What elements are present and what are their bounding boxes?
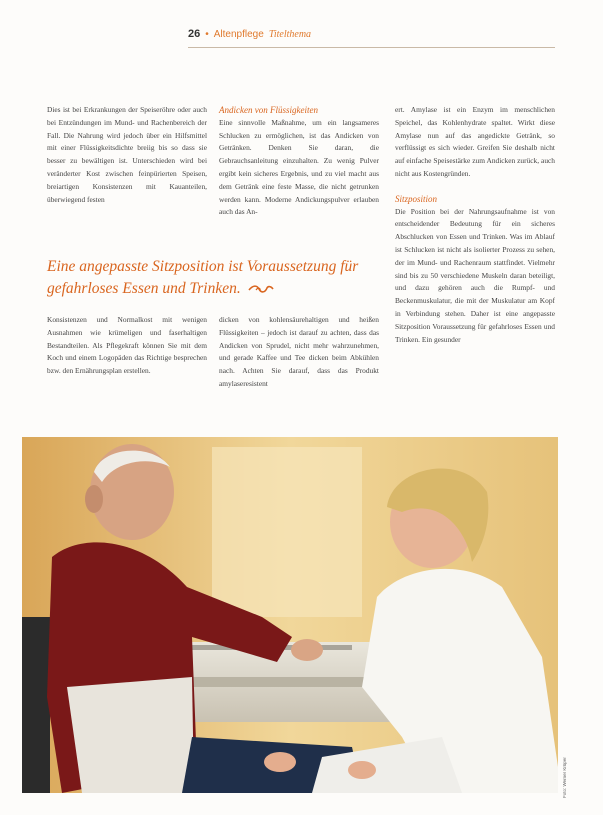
column-1-lower-text: Konsistenzen und Normalkost mit wenigen Ausnahmen wie krümeligen und faserhaltigen Bestandteilen. Als Pflegekraft können Sie mit dem Koch und einem Logopäden das Richtige besprechen bzw. den Ernährungsplan erstellen. bbox=[47, 315, 207, 376]
article-column-2-lower bbox=[219, 314, 379, 391]
section-topic: Titelthema bbox=[268, 29, 312, 40]
column-3-text: Die Position bei der Nahrungsaufnahme ist von entscheidender Bedeutung für ein sicheres Abschlucken von Essen und Trinken. Was im Ablauf ist Schlucken ist nicht als isolierter Prozess zu sehen, der im Mund- und Rachenraum stattfindet. Vielmehr sind bis zu 50 verschiedene Muskeln daran beteiligt, und dazu gehören auch die Rumpf- und Beckenmuskulatur, die mit der Muskulatur am Kopf in Verbindung stehen. Daher ist eine angepasste Sitzposition Voraussetzung für gefahrloses Essen und Trinken. Ein gesunder bbox=[395, 206, 555, 344]
header-rule bbox=[188, 47, 555, 48]
pull-quote-text: Eine angepasste Sitzposition ist Voraussetzung für gefahrloses Essen und Trinken. bbox=[47, 258, 359, 297]
pull-quote bbox=[47, 256, 377, 300]
page-header bbox=[188, 28, 311, 44]
column-3-top-text: ert. Amylase ist ein Enzym im menschlichen Speichel, das Kohlenhydrate spaltet. Wirkt diese Amylase nun auf das angedickte Getränk, so verflüssigt es sich wieder. Greifen Sie deshalb nicht auf einfache Speisestärke zum Andicken zurück, auch nicht aus Kostengründen. bbox=[395, 105, 555, 178]
page-number: 26 bbox=[188, 28, 201, 40]
subheading-sitting-position: Sitzposition bbox=[395, 193, 438, 204]
article-column-3 bbox=[395, 104, 555, 346]
photo-caregiver-with-elderly-man bbox=[22, 437, 558, 793]
subheading-thickening: Andicken von Flüssigkeiten bbox=[219, 105, 318, 115]
header-bullet: • bbox=[205, 29, 209, 40]
article-column-1 bbox=[47, 104, 207, 206]
flourish-icon bbox=[247, 283, 275, 295]
column-2-lower-text: dicken von kohlensäurehaltigen und heißen Flüssigkeiten – jedoch ist darauf zu achten, dass das Andicken von Sprudel, nicht mehr wahrzunehmen, und gerade Kaffee und Tee dicken beim Abkühlen nach. Achten Sie darauf, dass das Produkt amylaseresistent bbox=[219, 315, 379, 388]
article-column-2 bbox=[219, 104, 379, 219]
photo-illustration bbox=[22, 437, 558, 793]
article-column-1-lower bbox=[47, 314, 207, 378]
section-name: Altenpflege bbox=[213, 29, 264, 40]
column-1-text: Dies ist bei Erkrankungen der Speiseröhre oder auch bei Entzündungen im Mund- und Rachenbereich der Fall. Die Nahrung wird jedoch über ein Hilfsmittel mit einer Flüssigkeitsdichte breiig bis so dass sie besser zu bewältigen ist. Unterschieden wird bei veränderter Kost zwischen feinpürierten Speisen, breiartigen Konsistenzen mit Kauanteilen, überwiegend festen bbox=[47, 105, 207, 204]
column-2-text: Eine sinnvolle Maßnahme, um ein langsameres Schlucken zu ermöglichen, ist das Andicken von Getränken. Denken Sie daran, die Gebrauchsanleitung einzuhalten. Zu wenig Pulver ergibt kein sicheres Ergebnis, und zu viel macht aus dem Getränk eine feste Masse, die nicht getrunken werden kann. Moderne Andickungspulver erlauben auch das An- bbox=[219, 117, 379, 217]
photo-credit: Foto: Werner Krüper bbox=[562, 757, 567, 798]
